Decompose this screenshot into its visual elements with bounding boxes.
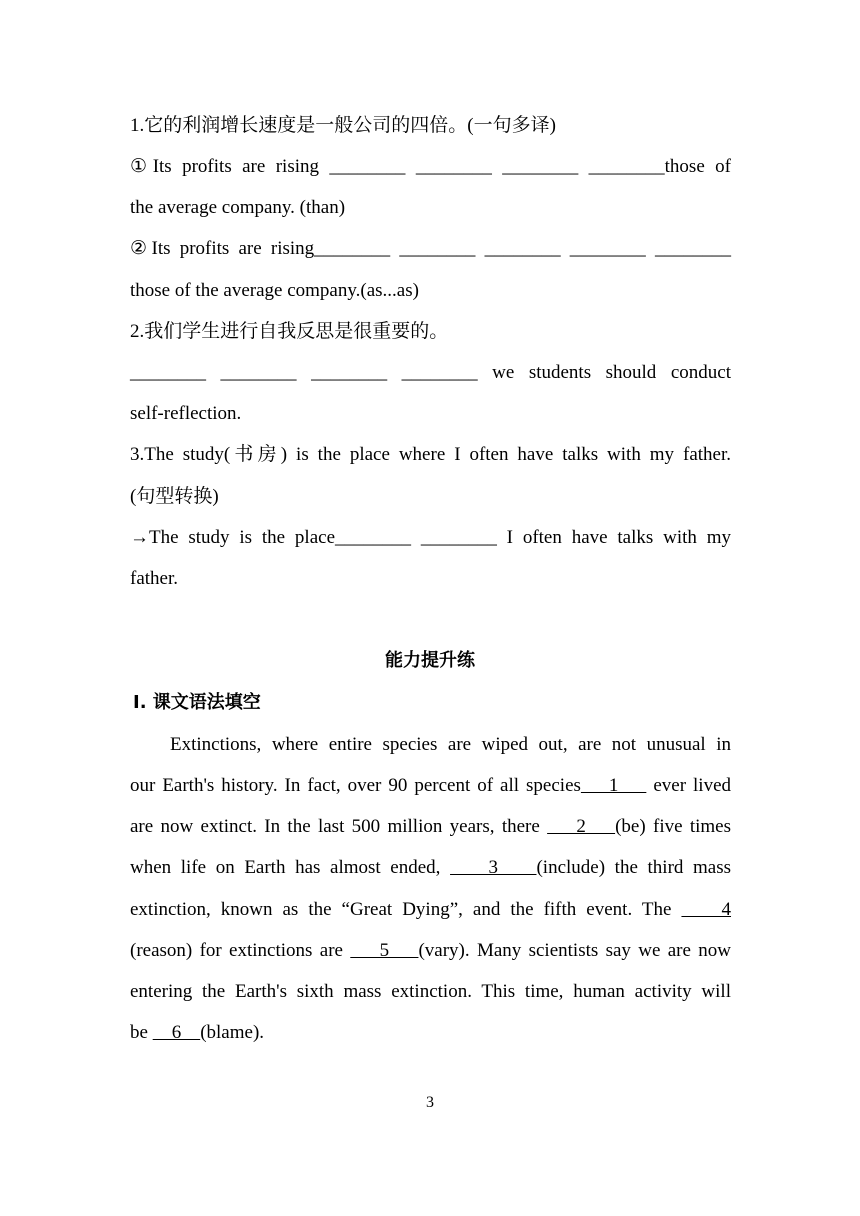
passage-line-6: (reason) for extinctions are 5 (vary). Many scientists say we are now (130, 940, 731, 961)
question-3-answer: →The study is the place________ ________ I often have talks with my (130, 527, 731, 548)
blank-2: 2 (547, 816, 616, 837)
blank-6: 6 (152, 1022, 201, 1043)
question-1-option-1-cont: the average company. (than) (130, 197, 346, 218)
passage-line-4: when life on Earth has almost ended, 3 (include) the third mass (130, 857, 732, 878)
passage-line-2: our Earth's history. In fact, over 90 percent of all species 1 ever lived (130, 775, 732, 796)
question-3-prompt: 3.The study(书房) is the place where I often have talks with my father. (130, 444, 731, 465)
question-2-answer: ________ ________ ________ ________ we students should conduct (130, 362, 731, 383)
part-heading: Ⅰ. 课文语法填空 (133, 692, 261, 713)
blank-4: 4 (681, 899, 732, 920)
question-1-option-1: ①Its profits are rising ________ ________ ________ ________those of (130, 156, 731, 177)
blank-1: 1 (580, 775, 647, 796)
question-1-option-2-cont: those of the average company.(as...as) (130, 280, 419, 301)
question-3-answer-cont: father. (130, 568, 179, 589)
question-2-prompt: 2.我们学生进行自我反思是很重要的。 (130, 321, 449, 342)
passage-line-5: extinction, known as the “Great Dying”, and the fifth event. The 4 (130, 899, 732, 920)
page-number: 3 (426, 1094, 434, 1111)
passage-line-8: be 6 (blame). (130, 1022, 265, 1043)
blank-5: 5 (350, 940, 419, 961)
question-1-prompt: 1.它的利润增长速度是一般公司的四倍。(一句多译) (130, 115, 556, 136)
question-2-answer-cont: self-reflection. (130, 403, 242, 424)
section-title: 能力提升练 (385, 650, 475, 671)
blank-3: 3 (450, 857, 537, 878)
passage-line-7: entering the Earth's sixth mass extinction. This time, human activity will (130, 981, 731, 1002)
question-1-option-2: ②Its profits are rising________ ________ ________ ________ ________ (130, 238, 731, 259)
passage-line-3: are now extinct. In the last 500 million years, there 2 (be) five times (130, 816, 732, 837)
passage-line-1: Extinctions, where entire species are wiped out, are not unusual in (170, 734, 731, 755)
question-3-instruction: (句型转换) (130, 486, 219, 507)
